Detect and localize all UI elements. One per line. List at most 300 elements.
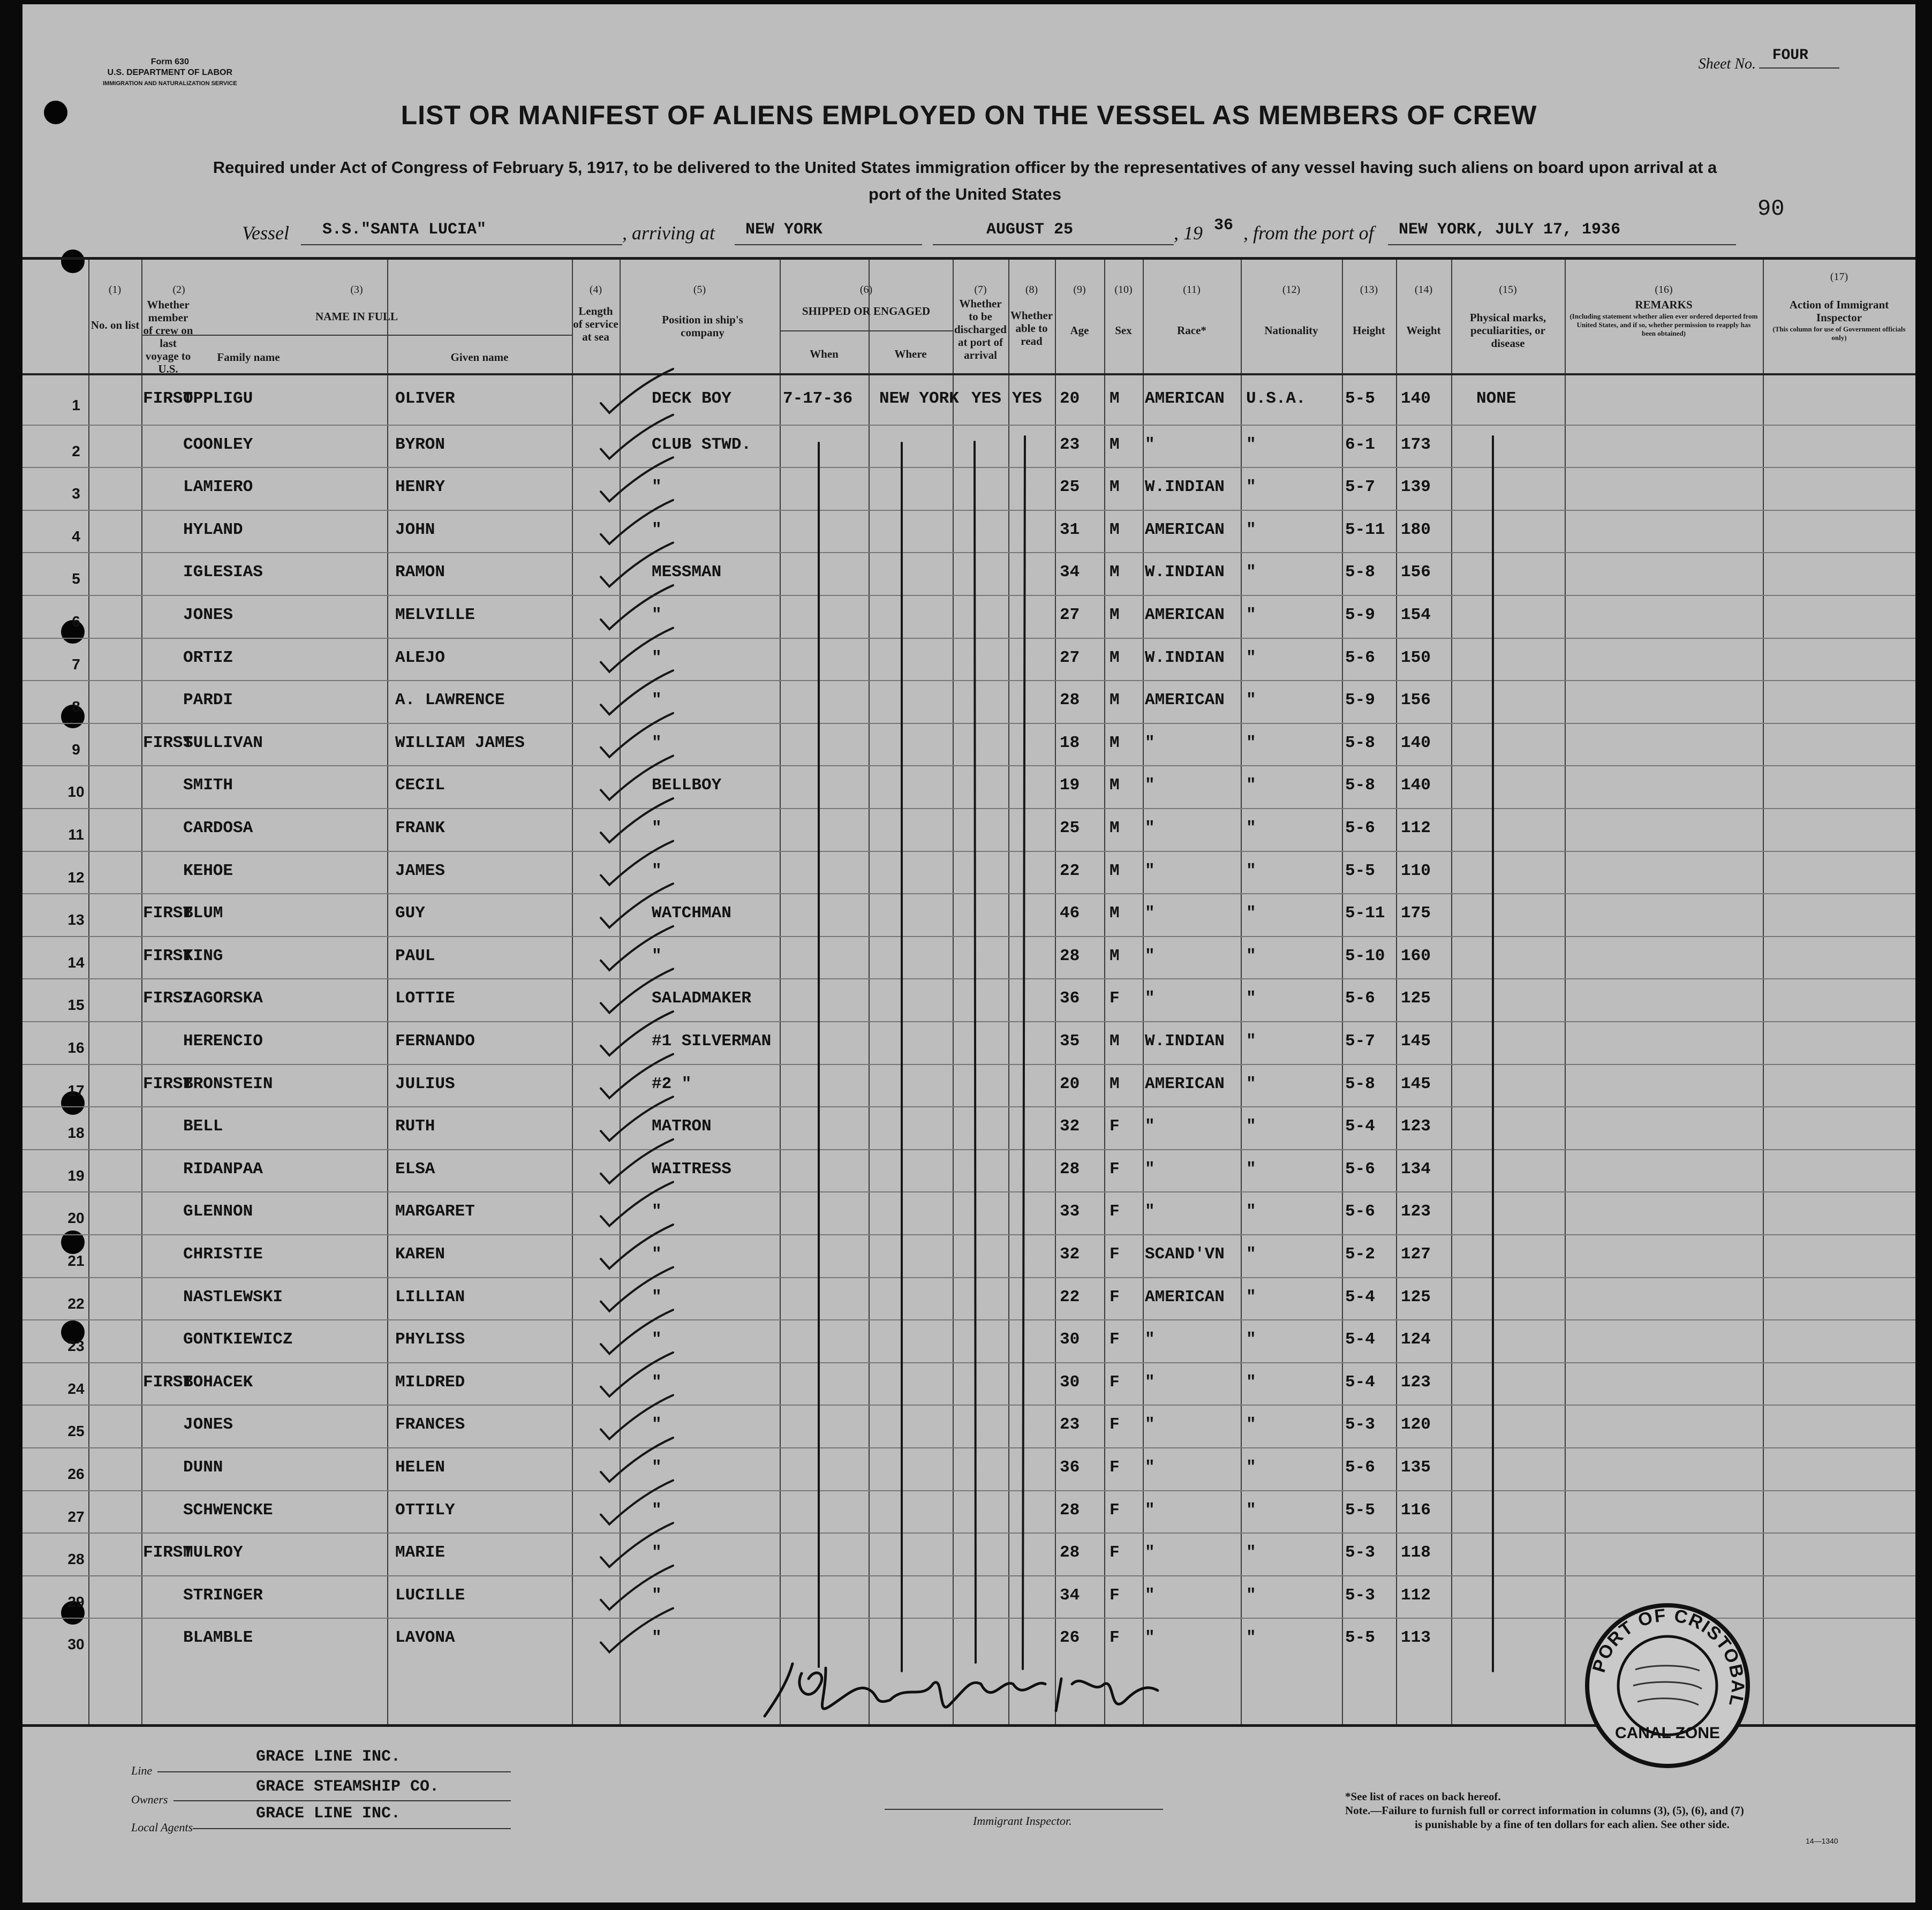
crew-nationality: " [1246,776,1256,795]
col-4-number: (4) [589,284,602,296]
crew-nationality: " [1246,1117,1256,1136]
crew-given: WILLIAM JAMES [395,733,525,752]
crew-family: PARDI [183,691,233,710]
crew-race: " [1145,1586,1155,1605]
crew-no: 20 [67,1210,85,1227]
service-check-mark [601,670,673,714]
crew-no: 10 [67,783,85,801]
inspector-signature [765,1664,1158,1716]
col-16-header: REMARKS [1635,298,1693,311]
sheet-number-field [1698,47,1839,73]
crew-given: RAMON [395,563,446,582]
crew-age: 30 [1060,1372,1080,1392]
crew-family: ZAGORSKA [183,989,263,1008]
crew-weight: 175 [1401,904,1431,923]
crew-given: PHYLISS [395,1330,465,1349]
crew-age: 25 [1060,478,1080,497]
crew-race: AMERICAN [1145,606,1225,624]
crew-height: 5-6 [1345,819,1375,837]
service-check-mark [601,756,673,799]
service-check-mark [601,1608,673,1652]
crew-weight: 125 [1401,1287,1431,1307]
crew-position: " [652,1287,662,1307]
crew-family: BELL [183,1117,223,1136]
crew-weight: 113 [1401,1628,1431,1648]
crew-weight: 110 [1401,861,1431,880]
col-16-number: (16) [1655,284,1673,296]
crew-given: MILDRED [395,1372,465,1392]
service-check-mark [601,628,673,672]
crew-marks: NONE [1476,389,1516,408]
crew-age: 22 [1060,1287,1080,1307]
crew-age: 46 [1060,904,1080,923]
crew-family: GLENNON [183,1202,253,1221]
crew-nationality: " [1246,563,1256,582]
crew-sex: M [1110,1074,1120,1093]
service-check-mark [601,1353,673,1396]
crew-age: 28 [1060,691,1080,710]
crew-sex: M [1110,946,1120,965]
crew-given: LILLIAN [395,1287,465,1307]
crew-no: 12 [67,869,85,886]
crew-no: 14 [67,954,85,971]
col-17-note: (This column for use of Government officials only) [1772,325,1906,342]
crew-height: 5-3 [1345,1415,1375,1435]
from-port-label: , from the port of [1243,222,1374,244]
crew-given: ALEJO [395,648,446,667]
crew-given: MARIE [395,1543,446,1562]
crew-family: LAMIERO [183,478,253,497]
crew-given: RUTH [395,1117,435,1136]
crew-weight: 127 [1401,1245,1431,1264]
crew-sex: M [1110,904,1120,923]
crew-weight: 120 [1401,1415,1431,1435]
service-check-mark [601,1011,673,1055]
crew-weight: 125 [1401,989,1431,1008]
crew-position: " [652,606,662,624]
crew-no: 19 [67,1167,85,1184]
crew-position: SALADMAKER [652,989,752,1008]
crew-age: 28 [1060,1159,1080,1179]
crew-position: " [652,946,662,965]
crew-family: BLAMBLE [183,1628,253,1648]
crew-last-voyage: FIRST [143,1543,193,1562]
crew-position: " [652,1372,662,1392]
crew-last-voyage: FIRST [143,946,193,965]
crew-nationality: " [1246,1074,1256,1093]
crew-position: " [652,1458,662,1477]
crew-race: " [1145,989,1155,1008]
service-check-mark [601,1225,673,1269]
crew-family: KEHOE [183,861,233,880]
crew-age: 25 [1060,819,1080,837]
crew-no: 15 [67,996,85,1014]
crew-weight: 135 [1401,1458,1431,1477]
vessel-line [183,218,1736,248]
crew-nationality: U.S.A. [1246,389,1306,408]
crew-position: #2 " [652,1074,692,1093]
crew-position: WAITRESS [652,1159,731,1179]
crew-weight: 156 [1401,691,1431,710]
crew-race: " [1145,819,1155,837]
crew-last-voyage: FIRST [143,989,193,1008]
crew-weight: 112 [1401,819,1431,837]
crew-nationality: " [1246,861,1256,880]
crew-age: 28 [1060,1543,1080,1562]
vessel-label: Vessel [242,222,289,244]
crew-when: 7-17-36 [783,389,853,408]
crew-family: CHRISTIE [183,1245,263,1264]
col-2-header: Whether member of crew on last voyage to U.S. [143,298,193,375]
crew-position: " [652,861,662,880]
crew-where: NEW YORK [879,389,959,408]
col-12-number: (12) [1282,284,1301,296]
service-check-mark [601,585,673,629]
crew-sex: M [1110,819,1120,837]
crew-given: MARGARET [395,1202,475,1221]
col-14-header: Weight [1406,324,1441,337]
crew-race: AMERICAN [1145,520,1225,539]
crew-given: A. LAWRENCE [395,691,505,710]
crew-no: 27 [67,1508,85,1525]
crew-age: 19 [1060,776,1080,795]
crew-given: FERNANDO [395,1032,475,1051]
crew-sex: M [1110,606,1120,624]
col-7-number: (7) [974,284,987,296]
col-13-header: Height [1353,324,1385,337]
crew-family: KING [183,946,223,965]
crew-given: OTTILY [395,1500,455,1520]
department-name: U.S. DEPARTMENT OF LABOR [107,68,233,77]
crew-position: " [652,478,662,497]
crew-height: 5-3 [1345,1543,1375,1562]
crew-height: 5-2 [1345,1245,1375,1264]
crew-no: 16 [67,1039,85,1056]
service-check-mark [601,884,673,927]
crew-position: " [652,1500,662,1520]
crew-race: " [1145,1415,1155,1435]
crew-height: 5-11 [1345,520,1385,539]
col-14-number: (14) [1414,284,1433,296]
crew-age: 23 [1060,1415,1080,1435]
crew-height: 5-11 [1345,904,1385,923]
crew-weight: 124 [1401,1330,1431,1349]
crew-position: #1 SILVERMAN [652,1032,772,1051]
col-1-number: (1) [108,284,122,296]
arriving-label: , arriving at [622,222,715,244]
crew-age: 35 [1060,1032,1080,1051]
crew-sex: M [1110,520,1120,539]
crew-sex: M [1110,435,1120,454]
svg-text:PORT OF CRISTOBAL: PORT OF CRISTOBAL [1588,1605,1748,1710]
crew-nationality: " [1246,1500,1256,1520]
col-9-header: Age [1070,324,1089,337]
crew-age: 34 [1060,1586,1080,1605]
crew-given: KAREN [395,1245,446,1264]
crew-nationality: " [1246,478,1256,497]
crew-weight: 116 [1401,1500,1431,1520]
crew-no: 9 [72,741,80,758]
local-agents-value: GRACE LINE INC. [256,1805,401,1823]
col-4-header: Length of service at sea [573,305,618,343]
crew-height: 5-9 [1345,606,1375,624]
crew-last-voyage: FIRST [143,904,193,923]
crew-last-voyage: FIRST [143,1074,193,1093]
crew-weight: 123 [1401,1117,1431,1136]
manifest-page [22,4,1915,1903]
crew-nationality: " [1246,520,1256,539]
col-3-number: (3) [350,284,363,296]
service-check-mark [601,1481,673,1524]
crew-family: HYLAND [183,520,243,539]
crew-position: " [652,819,662,837]
crew-nationality: " [1246,733,1256,752]
col-10-number: (10) [1114,284,1133,296]
crew-age: 28 [1060,946,1080,965]
crew-no: 4 [72,527,80,545]
subtitle-line-2: port of the United States [869,185,1061,203]
crew-no: 13 [67,911,85,928]
sheet-label: Sheet No. [1698,56,1756,72]
crew-nationality: " [1246,1458,1256,1477]
crew-given: FRANK [395,819,446,837]
service-check-mark [601,969,673,1013]
crew-age: 30 [1060,1330,1080,1349]
col-3-header: NAME IN FULL [315,310,398,323]
col-15-header: Physical marks, peculiarities, or disease [1469,311,1546,350]
crew-last-voyage: FIRST [143,1372,193,1392]
crew-weight: 173 [1401,435,1431,454]
crew-height: 5-8 [1345,1074,1375,1093]
crew-no: 21 [67,1252,85,1269]
crew-family: JONES [183,1415,233,1435]
crew-no: 2 [72,442,80,459]
crew-position: " [652,1543,662,1562]
crew-no: 18 [67,1124,85,1142]
crew-family: ORTIZ [183,648,233,667]
crew-position: MATRON [652,1117,712,1136]
service-check-mark [601,1438,673,1482]
crew-position: " [652,733,662,752]
crew-height: 5-4 [1345,1117,1375,1136]
crew-race: " [1145,1117,1155,1136]
crew-given: JULIUS [395,1074,455,1093]
col-5-number: (5) [693,284,706,296]
service-check-marks [601,369,673,1652]
crew-sex: M [1110,478,1120,497]
crew-race: " [1145,1628,1155,1648]
crew-family: SMITH [183,776,233,795]
crew-no: 8 [72,698,80,715]
service-check-mark [601,841,673,885]
crew-race: AMERICAN [1145,691,1225,710]
crew-nationality: " [1246,691,1256,710]
col-16-note: (Including statement whether alien ever ordered deported from United States, and if so, whether permission to reapply has been obtained) [1569,312,1758,337]
form-identifier [103,57,237,89]
crew-given: LOTTIE [395,989,455,1008]
service-check-mark [601,1395,673,1439]
crew-given: ELSA [395,1159,435,1179]
crew-sex: M [1110,776,1120,795]
crew-age: 28 [1060,1500,1080,1520]
crew-sex: F [1110,1586,1120,1605]
crew-given: CECIL [395,776,446,795]
when-header: When [810,348,839,360]
crew-nationality: " [1246,1287,1256,1307]
crew-age: 32 [1060,1117,1080,1136]
crew-sex: M [1110,1032,1120,1051]
col-8-number: (8) [1025,284,1038,296]
crew-height: 5-8 [1345,776,1375,795]
crew-family: RIDANPAA [183,1159,263,1179]
col-8-header: Whether able to read [1010,309,1053,348]
crew-family: OPPLIGU [183,389,253,408]
crew-given: JOHN [395,520,435,539]
port-seal-stamp [1582,1600,1753,1771]
crew-nationality: " [1246,904,1256,923]
crew-height: 6-1 [1345,435,1375,454]
crew-no: 11 [68,826,84,843]
crew-height: 5-4 [1345,1330,1375,1349]
crew-weight: 134 [1401,1159,1431,1179]
crew-family: IGLESIAS [183,563,263,582]
crew-given: PAUL [395,946,435,965]
crew-weight: 180 [1401,520,1431,539]
crew-race: W.INDIAN [1145,478,1225,497]
sheet-number: FOUR [1772,47,1808,64]
crew-height: 5-5 [1345,1500,1375,1520]
crew-given: BYRON [395,435,446,454]
crew-age: 20 [1060,1074,1080,1093]
crew-given: JAMES [395,861,446,880]
crew-nationality: " [1246,946,1256,965]
crew-height: 5-6 [1345,1159,1375,1179]
crew-age: 22 [1060,861,1080,880]
crew-sex: F [1110,1245,1120,1264]
crew-height: 5-5 [1345,389,1375,408]
crew-age: 26 [1060,1628,1080,1648]
crew-no: 22 [67,1295,85,1312]
crew-sex: M [1110,563,1120,582]
crew-sex: F [1110,1117,1120,1136]
service-check-mark [601,1267,673,1311]
form-number: Form 630 [150,57,189,66]
crew-position: " [652,691,662,710]
crew-race: " [1145,1500,1155,1520]
crew-family: BRONSTEIN [183,1074,273,1093]
races-note: *See list of races on back hereof. [1345,1790,1501,1803]
crew-race: AMERICAN [1145,1074,1225,1093]
crew-weight: 160 [1401,946,1431,965]
crew-family: HERENCIO [183,1032,263,1051]
where-header: Where [894,348,927,360]
crew-no: 29 [67,1593,85,1610]
crew-position: " [652,648,662,667]
col-6-header: SHIPPED OR ENGAGED [802,305,931,318]
subtitle-line-1: Required under Act of Congress of February 5, 1917, to be delivered to the United States immigration officer by the representatives of any vessel having such aliens on board upon arrival at a [213,158,1717,177]
crew-sex: F [1110,989,1120,1008]
arrival-port: NEW YORK [745,221,823,239]
crew-age: 18 [1060,733,1080,752]
crew-nationality: " [1246,1543,1256,1562]
immigrant-inspector-label: Immigrant Inspector. [973,1814,1072,1828]
col-2-number: (2) [172,284,185,296]
crew-given: FRANCES [395,1415,465,1435]
crew-race: " [1145,1543,1155,1562]
crew-no: 6 [72,613,80,630]
page-number: 90 [1757,196,1785,222]
crew-height: 5-4 [1345,1372,1375,1392]
crew-age: 20 [1060,389,1080,408]
crew-height: 5-7 [1345,1032,1375,1051]
crew-weight: 123 [1401,1372,1431,1392]
owners-label: Owners [131,1793,168,1806]
service-check-mark [601,1054,673,1098]
crew-position: " [652,1415,662,1435]
col-12-header: Nationality [1264,324,1318,337]
crew-weight: 145 [1401,1032,1431,1051]
local-agents-label: Local Agents [131,1821,193,1834]
crew-weight: 112 [1401,1586,1431,1605]
crew-family: SULLIVAN [183,733,263,752]
crew-race: " [1145,904,1155,923]
crew-race: W.INDIAN [1145,563,1225,582]
crew-race: W.INDIAN [1145,648,1225,667]
ditto-lines [819,436,1493,1671]
line-label: Line [131,1764,153,1777]
crew-sex: F [1110,1330,1120,1349]
crew-race: SCAND'VN [1145,1245,1225,1264]
crew-height: 5-6 [1345,648,1375,667]
crew-position: BELLBOY [652,776,722,795]
service-check-mark [601,1097,673,1141]
crew-nationality: " [1246,1628,1256,1648]
col-5-header: Position in ship's company [662,313,743,339]
family-name-header: Family name [217,351,280,364]
col-9-number: (9) [1073,284,1086,296]
crew-family: CARDOSA [183,819,253,837]
owners-value: GRACE STEAMSHIP CO. [256,1778,440,1796]
service-check-mark [601,415,673,459]
crew-position: " [652,1586,662,1605]
service-check-mark [601,1523,673,1567]
crew-no: 30 [67,1636,85,1653]
crew-position: " [652,1245,662,1264]
crew-no: 1 [72,397,80,413]
crew-race: " [1145,1202,1155,1221]
crew-height: 5-8 [1345,563,1375,582]
crew-last-voyage: FIRST [143,733,193,752]
crew-nationality: " [1246,1372,1256,1392]
crew-family: GONTKIEWICZ [183,1330,293,1349]
crew-age: 36 [1060,989,1080,1008]
crew-nationality: " [1246,1415,1256,1435]
crew-position: MESSMAN [652,563,722,582]
crew-height: 5-9 [1345,691,1375,710]
vessel-name: S.S."SANTA LUCIA" [322,221,487,239]
crew-family: BOHACEK [183,1372,253,1392]
crew-nationality: " [1246,1586,1256,1605]
crew-weight: 140 [1401,733,1431,752]
crew-race: " [1145,861,1155,880]
crew-height: 5-5 [1345,861,1375,880]
crew-given: HELEN [395,1458,446,1477]
crew-sex: F [1110,1202,1120,1221]
page-title: LIST OR MANIFEST OF ALIENS EMPLOYED ON THE VESSEL AS MEMBERS OF CREW [401,100,1537,130]
crew-race: " [1145,1458,1155,1477]
crew-no: 5 [72,570,80,587]
crew-no: 3 [72,485,80,502]
